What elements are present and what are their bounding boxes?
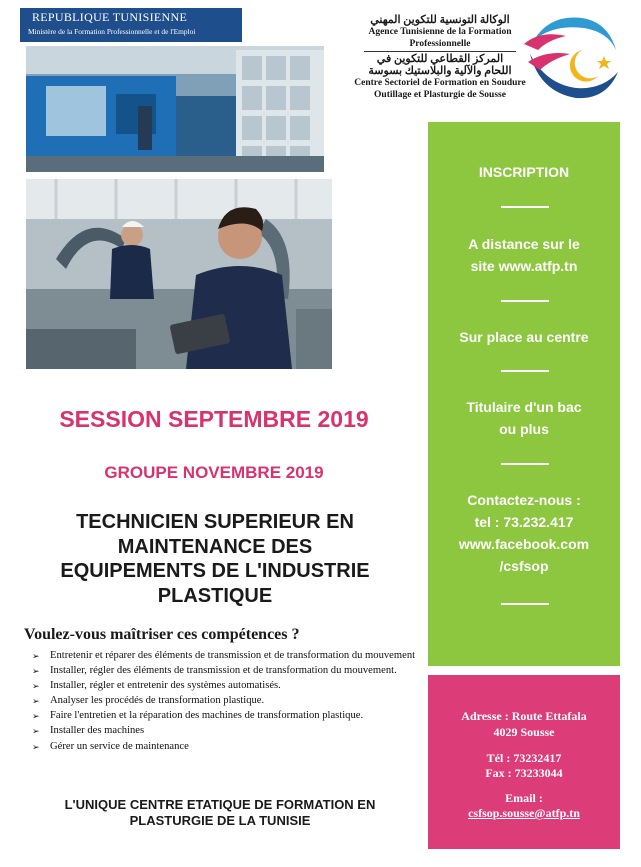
list-item: ➢ Analyser les procédés de transformation plastique.	[32, 695, 265, 707]
competences-list	[32, 650, 422, 756]
list-item: ➢ Gérer un service de maintenance	[32, 740, 189, 752]
arrow-bullet-icon: ➢	[32, 681, 40, 692]
inscription-box	[428, 122, 620, 666]
formation-title	[20, 510, 410, 608]
inscription-contact: Contactez-nous : tel : 73.232.417 www.facebook.com /csfsop	[458, 492, 590, 574]
republique-text: REPUBLIQUE TUNISIENNE	[32, 10, 188, 24]
inscription-distance: A distance sur le site www.atfp.tn	[468, 236, 580, 274]
centre-name-ar-2: اللحام والآلية والبلاستيك بسوسة	[368, 65, 512, 77]
agency-divider	[364, 51, 516, 52]
centre-name-fr-1: Centre Sectoriel de Formation en Soudure	[354, 78, 526, 88]
fax-line: Fax : 73233044	[485, 766, 563, 780]
contact-box	[428, 675, 620, 849]
agency-name-ar: الوكالة التونسية للتكوين المهني	[370, 14, 510, 26]
ministere-text: Ministère de la Formation Professionnelle et de l'Emploi	[28, 27, 196, 36]
email-link[interactable]: csfsop.sousse@atfp.tn	[468, 806, 580, 820]
separator	[501, 463, 549, 465]
tel-line: Tél : 73232417	[486, 751, 562, 765]
unique-line: PLASTURGIE DE LA TUNISIE	[129, 813, 311, 828]
separator	[501, 370, 549, 372]
inscription-title: INSCRIPTION	[478, 164, 570, 180]
arrow-bullet-icon: ➢	[32, 741, 40, 752]
arrow-bullet-icon: ➢	[32, 711, 40, 722]
formation-title-line: EQUIPEMENTS DE L'INDUSTRIE	[60, 560, 370, 582]
adresse-line: Adresse : Route Ettafala	[461, 709, 587, 723]
centre-name-ar-1: المركز القطاعي للتكوين في	[376, 53, 504, 65]
formation-title-line: PLASTIQUE	[157, 584, 273, 607]
list-item: ➢ Entretenir et réparer des éléments de transmission et de transformation du mouvement	[32, 650, 416, 661]
session-title: SESSION SEPTEMBRE 2019	[59, 406, 369, 432]
technicians-photo	[26, 179, 332, 369]
arrow-bullet-icon: ➢	[32, 696, 40, 707]
list-item: ➢ Installer des machines	[32, 725, 145, 737]
list-item: ➢ Installer, régler et entretenir des systèmes automatisés.	[32, 680, 281, 692]
unique-centre-text	[20, 797, 420, 829]
agency-block	[350, 14, 530, 101]
atfp-logo	[520, 10, 624, 106]
adresse-line: 4029 Sousse	[493, 725, 555, 739]
competences-question: Voulez-vous maîtriser ces compétences ?	[24, 626, 300, 643]
separator	[501, 300, 549, 302]
factory-photo	[26, 46, 324, 172]
separator	[501, 603, 549, 605]
arrow-bullet-icon: ➢	[32, 726, 40, 737]
email-label: Email :	[505, 791, 543, 805]
separator	[501, 206, 549, 208]
unique-line: L'UNIQUE CENTRE ETATIQUE DE FORMATION EN	[64, 797, 376, 812]
groupe-title: GROUPE NOVEMBRE 2019	[104, 463, 324, 482]
inscription-titulaire: Titulaire d'un bac ou plus	[466, 399, 582, 437]
arrow-bullet-icon: ➢	[32, 651, 40, 661]
arrow-bullet-icon: ➢	[32, 666, 40, 677]
agency-name-fr-1: Agence Tunisienne de la Formation	[368, 27, 512, 37]
agency-name-fr-2: Professionnelle	[409, 39, 471, 49]
inscription-sur-place: Sur place au centre	[459, 329, 589, 345]
list-item: ➢ Faire l'entretien et la réparation des machines de transformation plastique.	[32, 710, 364, 722]
republique-banner	[20, 8, 242, 42]
list-item: ➢ Installer, régler des éléments de transmission et de transformation du mouvement.	[32, 665, 397, 677]
centre-name-fr-2: Outillage et Plasturgie de Sousse	[374, 90, 506, 100]
formation-title-line: MAINTENANCE DES	[117, 535, 313, 558]
formation-title-line: TECHNICIEN SUPERIEUR EN	[76, 511, 354, 533]
